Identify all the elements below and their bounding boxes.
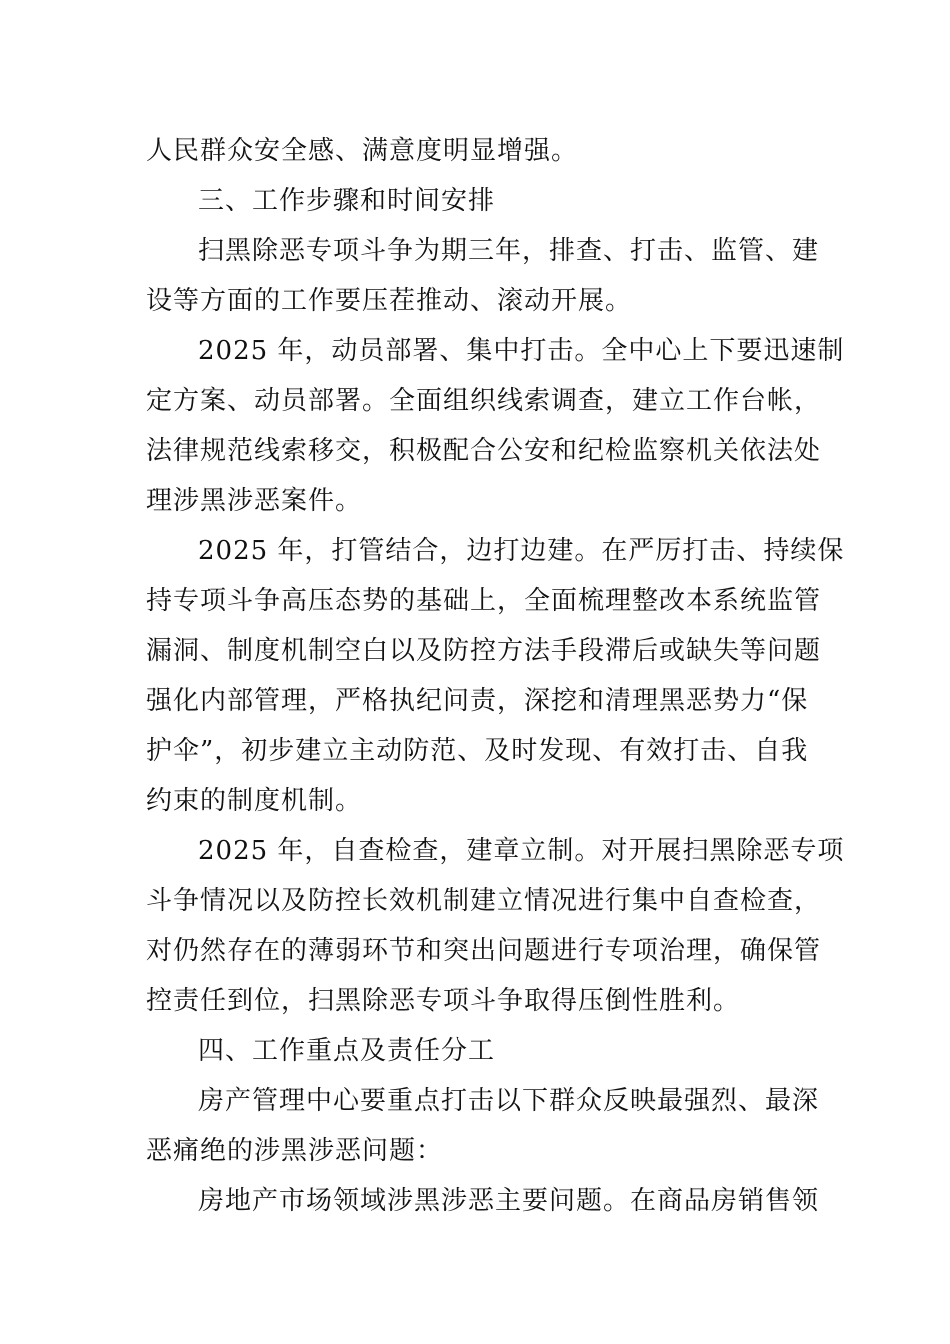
paragraph-phase-one [146, 326, 845, 526]
paragraph-focus [146, 1076, 820, 1176]
text-line: 持专项斗争高压态势的基础上，全面梳理整改本系统监管 [146, 586, 822, 616]
heading-line: 四、工作重点及责任分工 [198, 1036, 496, 1066]
text-line: 定方案、动员部署。全面组织线索调查，建立工作台帐， [146, 386, 822, 416]
text-line: 漏洞、制度机制空白以及防控方法手段滞后或缺失等问题 [146, 636, 822, 666]
text-line: 理涉黑涉恶案件。 [146, 486, 363, 516]
text-line: 设等方面的工作要压茬推动、滚动开展。 [146, 286, 633, 316]
paragraph-phase-three [146, 826, 845, 1026]
text-line: 控责任到位，扫黑除恶专项斗争取得压倒性胜利。 [146, 986, 741, 1016]
paragraph-duration [146, 226, 820, 326]
paragraph-phase-two [146, 526, 845, 826]
text-line: 护伞”，初步建立主动防范、及时发现、有效打击、自我 [146, 736, 809, 766]
text-line: 法律规范线索移交，积极配合公安和纪检监察机关依法处 [146, 436, 822, 466]
text-line: 对仍然存在的薄弱环节和突出问题进行专项治理，确保管 [146, 936, 822, 966]
text-line: 房地产市场领域涉黑涉恶主要问题。在商品房销售领 [198, 1186, 820, 1216]
section-heading-schedule [146, 176, 806, 226]
text-line: 强化内部管理，严格执纪问责，深挖和清理黑恶势力“保 [146, 686, 809, 716]
text-line: 恶痛绝的涉黑涉恶问题： [146, 1136, 444, 1166]
text-line: 房产管理中心要重点打击以下群众反映最强烈、最深 [198, 1086, 820, 1116]
text-line: 斗争情况以及防控长效机制建立情况进行集中自查检查， [146, 886, 822, 916]
paragraph-continuation [146, 126, 806, 176]
text-line: 约束的制度机制。 [146, 786, 363, 816]
heading-line: 三、工作步骤和时间安排 [198, 186, 496, 216]
text-line: 2025 年，打管结合，边打边建。在严厉打击、持续保 [198, 536, 845, 566]
text-line: 2025 年，动员部署、集中打击。全中心上下要迅速制 [198, 336, 845, 366]
text-line: 扫黑除恶专项斗争为期三年，排查、打击、监管、建 [198, 236, 820, 266]
document-body [146, 126, 845, 1226]
text-line: 2025 年，自查检查，建章立制。对开展扫黑除恶专项 [198, 836, 845, 866]
section-heading-priorities [146, 1026, 806, 1076]
paragraph-real-estate [146, 1176, 820, 1226]
text-line: 人民群众安全感、满意度明显增强。 [146, 136, 579, 166]
